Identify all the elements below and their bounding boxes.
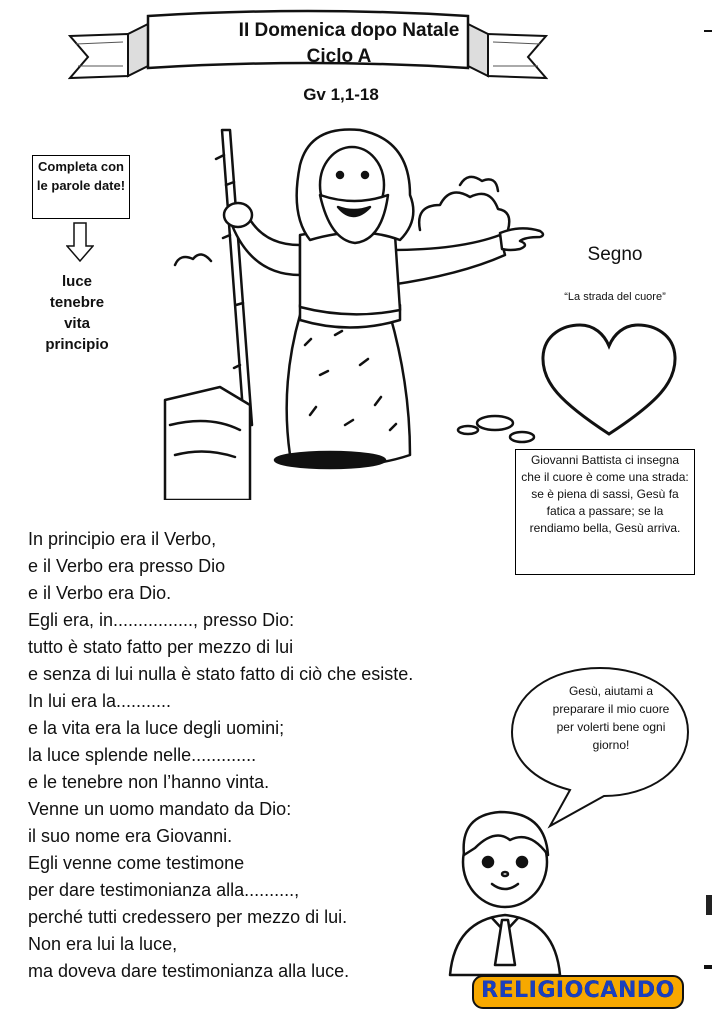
heart-icon (540, 322, 678, 440)
word-item: principio (45, 336, 109, 353)
poem-line: il suo nome era Giovanni. (28, 826, 233, 846)
poem-line: per dare testimonianza alla.........., (28, 880, 300, 900)
segno-caption: “La strada del cuore” (564, 291, 666, 303)
poem-line: e il Verbo era Dio. (28, 583, 172, 603)
segno-title: Segno (587, 244, 643, 265)
poem-line: ma doveva dare testimonianza alla luce. (28, 961, 350, 981)
down-arrow-icon (66, 222, 94, 262)
john-the-baptist-illustration (160, 125, 560, 500)
instruction-box: Completa con le parole date! (32, 155, 130, 219)
word-item: luce (61, 273, 92, 290)
poem-line: Venne un uomo mandato da Dio: (28, 799, 292, 819)
poem-line: e le tenebre non l’hanno vinta. (28, 772, 270, 792)
poem-line: Non era lui la luce, (28, 934, 178, 954)
page-title: II Domenica dopo Natale (238, 20, 460, 41)
gospel-reference: Gv 1,1-18 (303, 85, 379, 104)
word-item: vita (64, 315, 90, 332)
prayer-text: Gesù, aiutami a preparare il mio cuore per volerti bene ogni giorno! (552, 684, 670, 752)
poem-line: perché tutti credessero per mezzo di lui. (28, 907, 348, 927)
cycle-title: Ciclo A (306, 46, 372, 67)
gospel-text (28, 526, 498, 985)
praying-boy-illustration (440, 800, 570, 980)
edge-mark (704, 30, 712, 32)
word-list (30, 271, 124, 355)
poem-line: tutto è stato fatto per mezzo di lui (28, 637, 294, 657)
word-item: tenebre (49, 294, 105, 311)
logo-text: RELIGIOCANDO (481, 978, 675, 1003)
poem-line: e la vita era la luce degli uomini; (28, 718, 285, 738)
edge-mark (706, 895, 712, 915)
poem-line: Egli era, in................, presso Dio: (28, 610, 295, 630)
edge-mark (704, 965, 712, 969)
poem-line: la luce splende nelle............. (28, 745, 257, 765)
poem-line: e il Verbo era presso Dio (28, 556, 226, 576)
poem-line: Egli venne come testimone (28, 853, 245, 873)
poem-line: In principio era il Verbo, (28, 529, 217, 549)
segno-explanation-box: Giovanni Battista ci insegna che il cuore è come una strada: se è piena di sassi, Gesù fa fatica a passare; se la rendiamo bella, Gesù arriva. (515, 449, 695, 575)
poem-line: In lui era la........... (28, 691, 172, 711)
poem-line: e senza di lui nulla è stato fatto di ciò che esiste. (28, 664, 414, 684)
